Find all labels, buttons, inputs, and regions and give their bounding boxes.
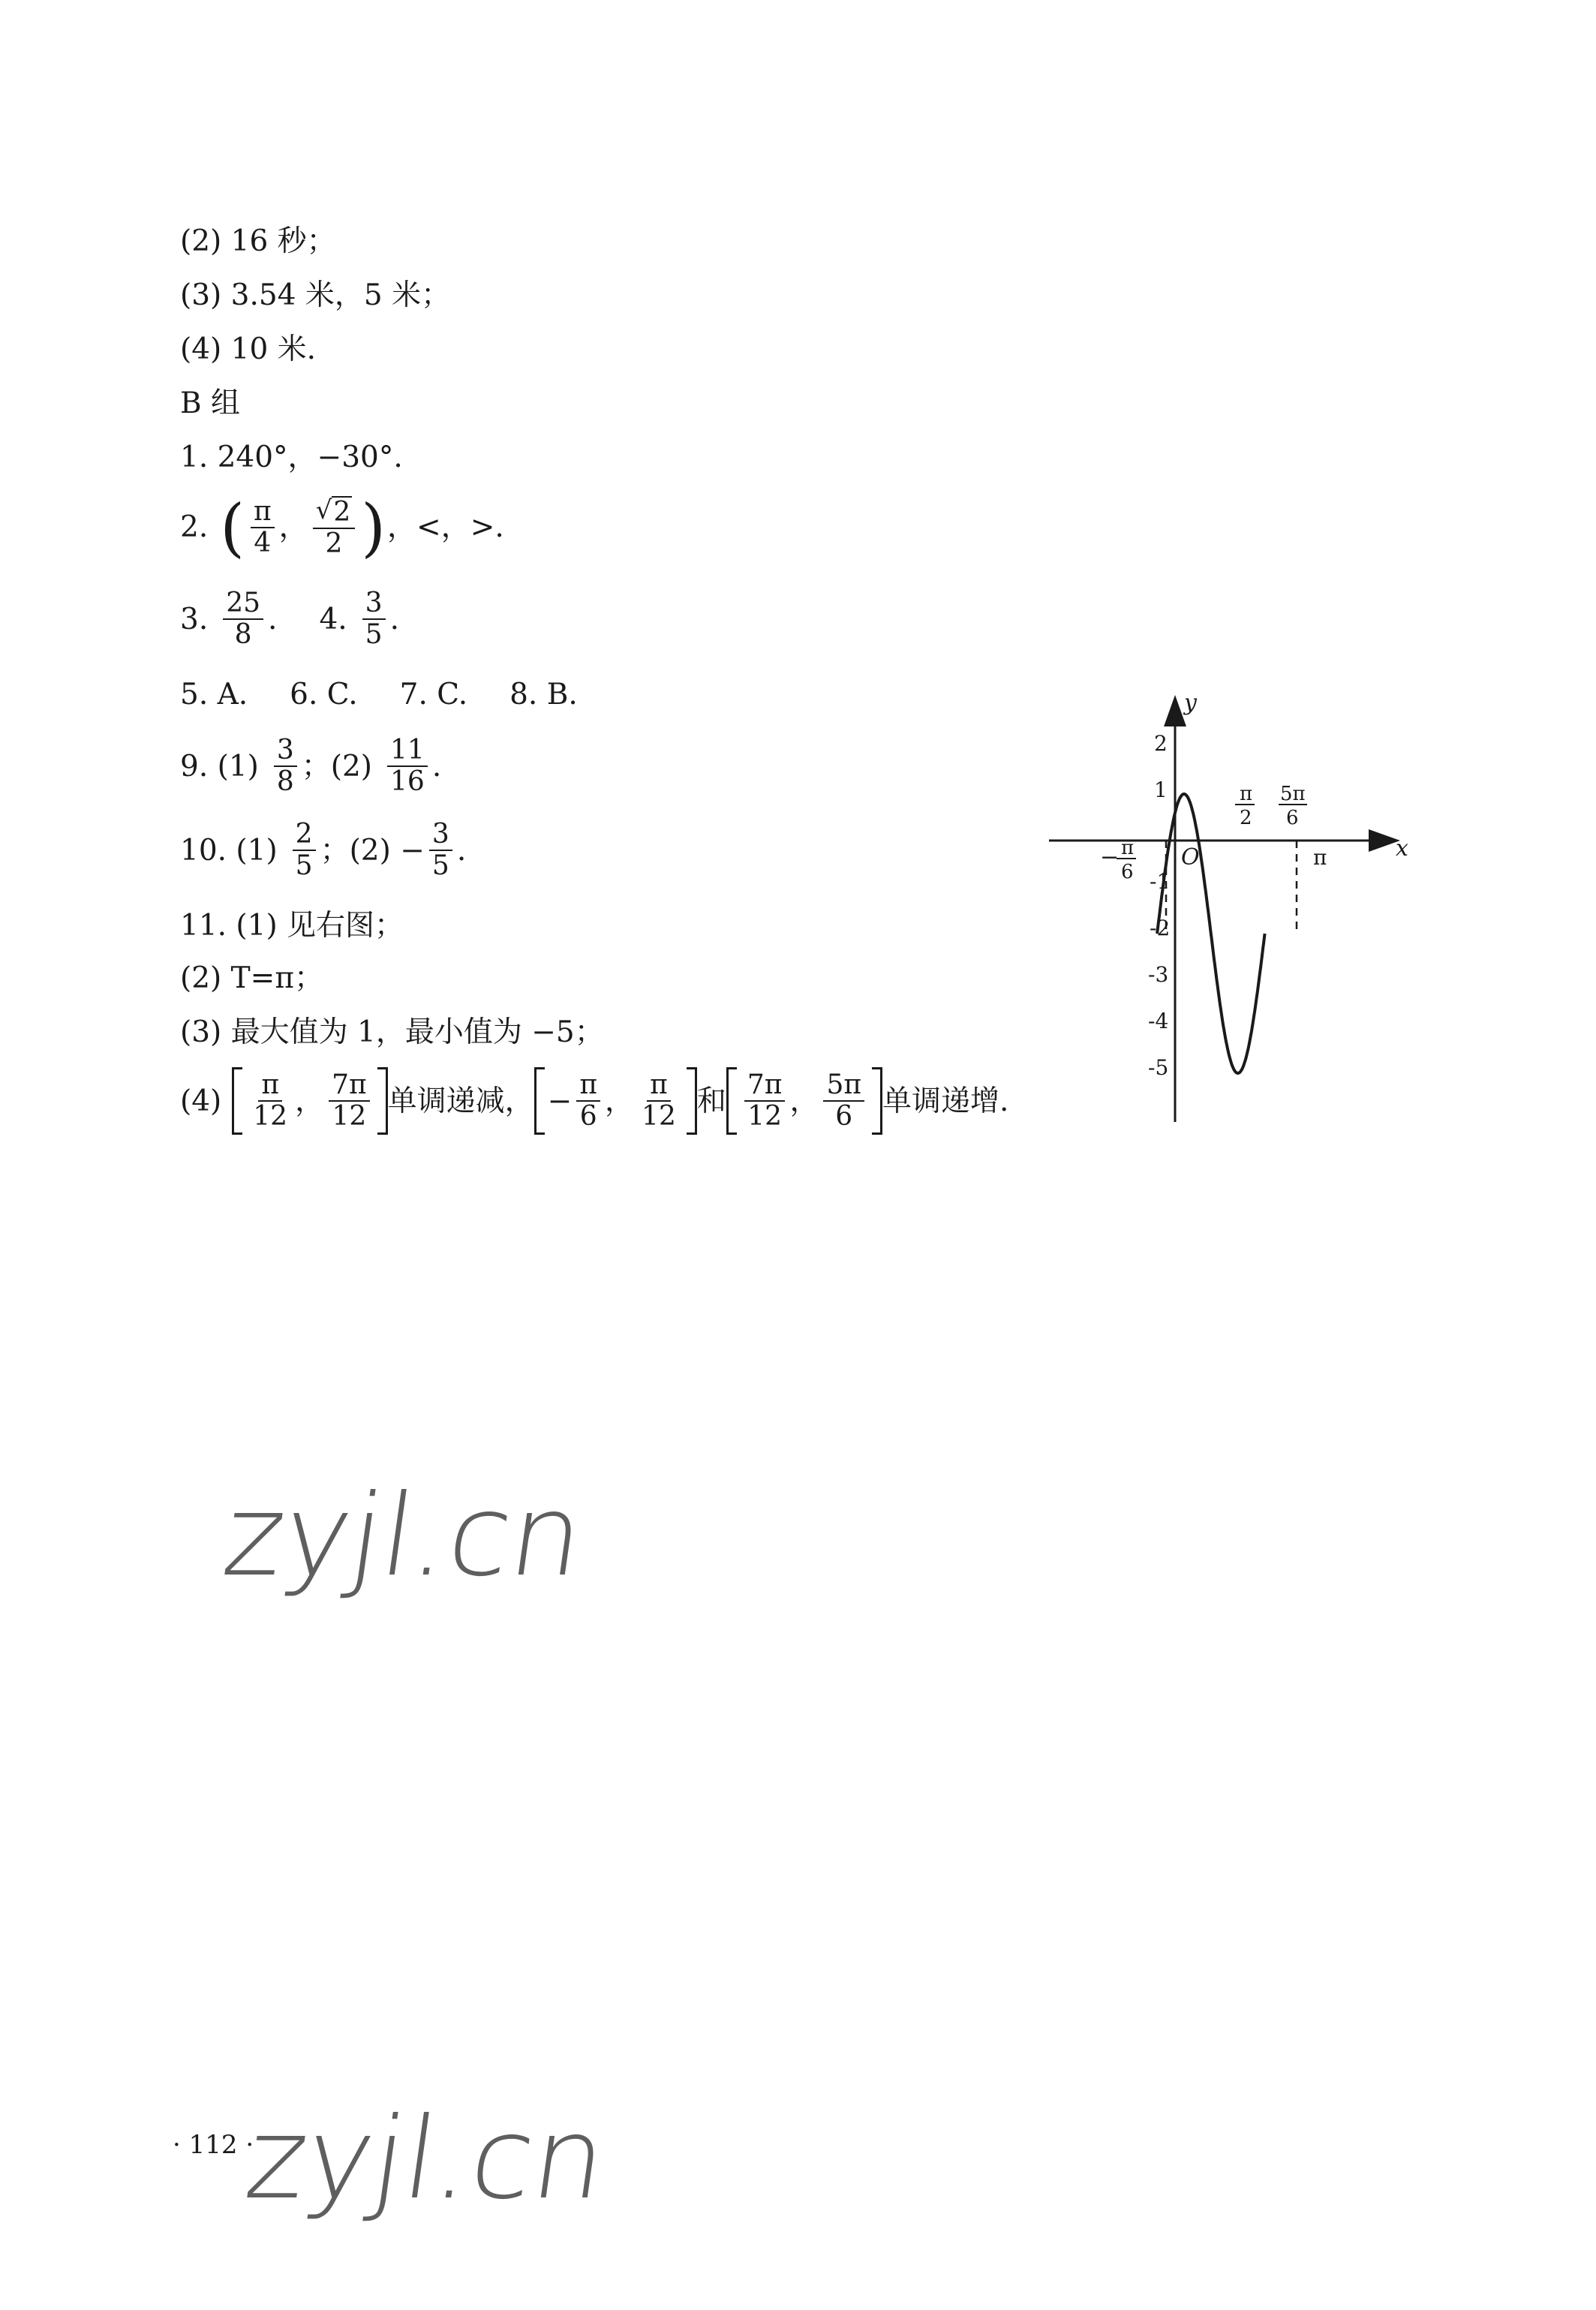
svg-text:π: π bbox=[1121, 837, 1135, 859]
question-11-3: (3) 最大值为 1，最小值为 −5； bbox=[180, 1015, 604, 1049]
svg-text:5π: 5π bbox=[1280, 783, 1306, 805]
answer-line-4: (4) 10 米. bbox=[180, 332, 317, 366]
x-tick-pi: π bbox=[1313, 845, 1327, 870]
svg-text:2: 2 bbox=[1240, 807, 1252, 829]
question-10: 10. (1) $\frac{2}{5}$ ；(2) − $\frac{3}{5}$ . bbox=[180, 819, 467, 882]
svg-text:−: − bbox=[1100, 844, 1120, 871]
question-2: 2. ( $\frac{\pi}{4}$ ， √ 2 2 ) ，<，>. bbox=[180, 490, 504, 564]
y-tick-labels bbox=[1148, 731, 1170, 1080]
x-tick-neg-pi-over-6 bbox=[1100, 837, 1136, 883]
question-11-1: 11. (1) 见右图； bbox=[180, 909, 404, 943]
svg-text:π: π bbox=[1240, 783, 1253, 805]
question-3-4: 3. $\frac{25}{8}$ . 4. $\frac{3}{5}$ . bbox=[180, 588, 399, 651]
y-tick-1: 1 bbox=[1154, 778, 1168, 802]
question-1: 1. 240°，−30°. bbox=[180, 441, 403, 474]
y-tick-neg2: -2 bbox=[1150, 916, 1171, 940]
x-tick-pi-over-2 bbox=[1235, 783, 1255, 829]
y-axis-label: y bbox=[1184, 690, 1197, 716]
x-tick-5pi-over-6 bbox=[1279, 783, 1307, 829]
x-axis-label: x bbox=[1396, 835, 1408, 862]
watermark-bottom: zyjl.cn bbox=[238, 2094, 615, 2224]
svg-text:6: 6 bbox=[1121, 861, 1134, 883]
y-tick-2: 2 bbox=[1154, 731, 1168, 756]
page-number: · 112 · bbox=[173, 2130, 254, 2160]
watermark-middle: zyjl.cn bbox=[215, 1471, 592, 1602]
y-tick-neg5: -5 bbox=[1148, 1055, 1169, 1080]
question-9: 9. (1) $\frac{3}{8}$ ；(2) $\frac{11}{16}$ . bbox=[180, 735, 442, 798]
y-tick-neg1: -1 bbox=[1150, 869, 1171, 894]
function-curve bbox=[1157, 794, 1265, 1073]
svg-text:6: 6 bbox=[1286, 807, 1299, 829]
question-5-8: 5. A. 6. C. 7. C. 8. B. bbox=[180, 678, 578, 711]
function-graph bbox=[1043, 690, 1418, 1126]
answer-line-2: (2) 16 秒； bbox=[180, 224, 336, 258]
group-heading: B 组 bbox=[180, 387, 241, 420]
y-tick-neg3: -3 bbox=[1148, 962, 1169, 987]
question-11-4: (4) $\frac{\pi}{12}$ ， $\frac{7\pi}{12}$ 单调递减， − $\frac{\pi}{6}$ ， $\frac{\pi}{12}$ 和 $\frac{7\pi}{12}$ ， $\frac{5\pi}{6}$ 单调递增. bbox=[180, 1067, 1008, 1135]
y-tick-neg4: -4 bbox=[1148, 1009, 1169, 1033]
question-11-2: (2) T=π； bbox=[180, 961, 323, 995]
origin-label: O bbox=[1181, 844, 1200, 871]
answer-line-3: (3) 3.54 米，5 米； bbox=[180, 278, 451, 312]
